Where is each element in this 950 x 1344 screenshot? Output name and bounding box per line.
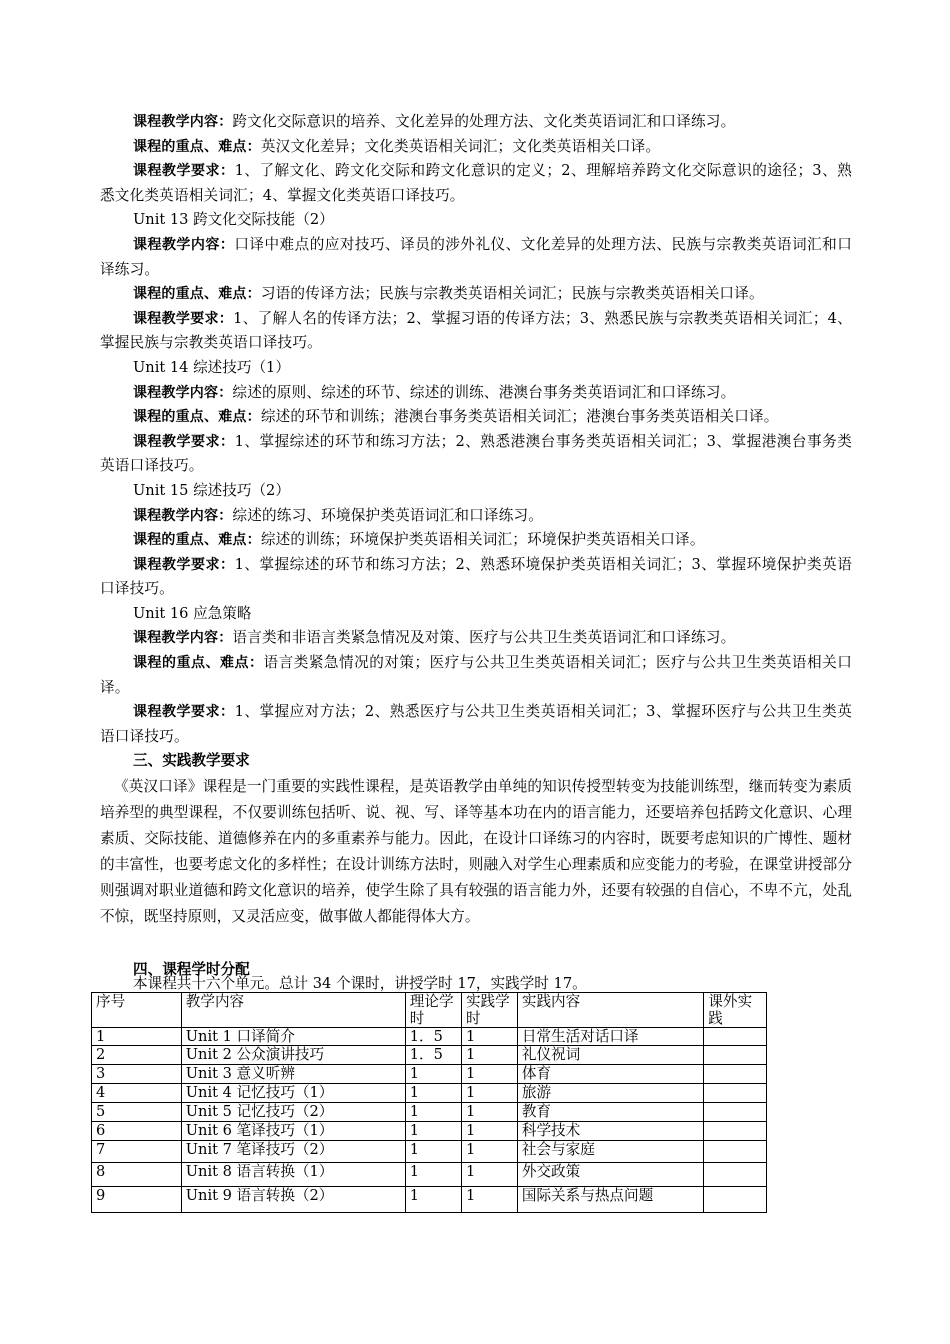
item-label: 课程教学内容： xyxy=(133,630,233,647)
item-text: 综述的练习、环境保护类英语词汇和口译练习。 xyxy=(232,506,544,524)
table-row xyxy=(92,1084,767,1103)
table-cell: 1 xyxy=(461,1028,517,1046)
course-units xyxy=(100,110,852,749)
table-cell: Unit 9 语言转换（2） xyxy=(181,1187,405,1213)
item-label: 课程的重点、难点： xyxy=(133,655,264,672)
table-cell: Unit 2 公众演讲技巧 xyxy=(181,1046,405,1065)
item-text: 口译中难点的应对技巧、译员的涉外礼仪、文化差异的处理方法、民族与宗教类英语词汇和口译练习。 xyxy=(100,235,852,278)
table-cell: 旅游 xyxy=(517,1084,703,1103)
item-label: 课程教学要求： xyxy=(133,310,234,327)
header-cell: 课外实践 xyxy=(704,993,767,1028)
table-cell: 1 xyxy=(405,1163,461,1187)
section-4-title: 四、课程学时分配 xyxy=(133,961,250,978)
table-cell: 1 xyxy=(461,1046,517,1065)
table-cell: 1 xyxy=(461,1141,517,1163)
section-3-text: 《英汉口译》课程是一门重要的实践性课程，是英语教学由单纯的知识传授型转变为技能训练型，继而转变为素质培养型的典型课程，不仅要训练包括听、说、视、写、译等基本功在内的语言能力，还要培养包括跨文化意识、心理素质、交际技能、道德修养在内的多重素养与能力。因此，在设计口译练习的内容时，既要考虑知识的广博性、题材的丰富性，也要考虑文化的多样性；在设计训练方法时，则融入对学生心理素质和应变能力的考验，在课堂讲授部分则强调对职业道德和跨文化意识的培养，使学生除了具有较强的语言能力外，还要有较强的自信心，不卑不亢，处乱不惊，既坚持原则，又灵活应变，做事做人都能得体大方。 xyxy=(100,778,852,926)
table-cell: 1 xyxy=(92,1028,182,1046)
table-cell: 1 xyxy=(461,1065,517,1084)
header-cell: 实践学时 xyxy=(461,993,517,1028)
course-item xyxy=(100,553,852,602)
item-text: 1、掌握综述的环节和练习方法；2、熟悉港澳台事务类英语相关词汇；3、掌握港澳台事务类英语口译技巧。 xyxy=(100,432,852,475)
item-text: 综述的环节和训练；港澳台事务类英语相关词汇；港澳台事务类英语相关口译。 xyxy=(260,408,779,426)
table-cell: 1 xyxy=(461,1187,517,1213)
table-row xyxy=(92,1028,767,1046)
table-row xyxy=(92,1103,767,1122)
course-item xyxy=(100,405,852,430)
table-cell: Unit 4 记忆技巧（1） xyxy=(181,1084,405,1103)
table-cell: 国际关系与热点问题 xyxy=(517,1187,703,1213)
course-item xyxy=(100,307,852,356)
item-text: 习语的传译方法；民族与宗教类英语相关词汇；民族与宗教类英语相关口译。 xyxy=(260,285,764,303)
item-text: 跨文化交际意识的培养、文化差异的处理方法、文化类英语词汇和口译练习。 xyxy=(232,113,736,130)
table-cell: 1 xyxy=(405,1084,461,1103)
course-item xyxy=(100,159,852,208)
course-item xyxy=(100,381,852,406)
table-header-row xyxy=(92,993,767,1028)
table-cell: 3 xyxy=(92,1065,182,1084)
table-row xyxy=(92,1046,767,1065)
course-item xyxy=(100,135,852,160)
table-cell: 9 xyxy=(92,1187,182,1213)
document-body xyxy=(100,110,852,930)
table-cell: 科学技术 xyxy=(517,1122,703,1141)
table-cell xyxy=(704,1141,767,1163)
table-cell xyxy=(704,1103,767,1122)
table-cell: 1 xyxy=(461,1163,517,1187)
table-cell: Unit 7 笔译技巧（2） xyxy=(181,1141,405,1163)
header-cell: 实践内容 xyxy=(517,993,703,1028)
table-row xyxy=(92,1065,767,1084)
item-text: 综述的原则、综述的环节、综述的训练、港澳台事务类英语词汇和口译练习。 xyxy=(232,383,736,401)
unit-heading: Unit 13 跨文化交际技能（2） xyxy=(133,211,334,229)
table-cell: 体育 xyxy=(517,1065,703,1084)
item-label: 课程的重点、难点： xyxy=(133,409,261,426)
item-label: 课程教学内容： xyxy=(133,236,235,253)
item-text: 1、掌握综述的环节和练习方法；2、熟悉环境保护类英语相关词汇；3、掌握环境保护类英语口译技巧。 xyxy=(100,555,852,598)
table-cell xyxy=(704,1028,767,1046)
schedule-table xyxy=(91,992,767,1213)
table-cell: 1 xyxy=(461,1084,517,1103)
table-cell: Unit 8 语言转换（1） xyxy=(181,1163,405,1187)
item-text: 1、了解人名的传译方法；2、掌握习语的传译方法；3、熟悉民族与宗教类英语相关词汇；4、掌握民族与宗教类英语口译技巧。 xyxy=(100,309,852,352)
item-label: 课程教学要求： xyxy=(133,556,235,573)
unit-heading: Unit 16 应急策略 xyxy=(133,604,252,622)
table-cell: Unit 6 笔译技巧（1） xyxy=(181,1122,405,1141)
unit-heading: Unit 14 综述技巧（1） xyxy=(133,358,290,376)
item-label: 课程的重点、难点： xyxy=(133,532,261,549)
item-text: 英汉文化差异；文化类英语相关词汇；文化类英语相关口译。 xyxy=(260,137,661,155)
table-cell: 1 xyxy=(405,1103,461,1122)
table-cell: Unit 5 记忆技巧（2） xyxy=(181,1103,405,1122)
unit-heading: Unit 15 综述技巧（2） xyxy=(133,481,290,499)
section-3-title: 三、实践教学要求 xyxy=(133,752,250,770)
table-cell: 1 xyxy=(461,1103,517,1122)
section-4-summary: 本课程共十六个单元。总计 34 个课时，讲授学时 17，实践学时 17。 xyxy=(133,975,587,992)
table-row xyxy=(92,1187,767,1213)
item-label: 课程教学内容： xyxy=(133,384,233,401)
table-cell: 1 xyxy=(405,1141,461,1163)
item-text: 综述的训练；环境保护类英语相关词汇；环境保护类英语相关口译。 xyxy=(260,531,705,549)
table-cell: 外交政策 xyxy=(517,1163,703,1187)
course-item xyxy=(100,626,852,651)
table-cell: 1 xyxy=(405,1187,461,1213)
table-cell: 8 xyxy=(92,1163,182,1187)
item-text: 语言类紧急情况的对策；医疗与公共卫生类英语相关词汇；医疗与公共卫生类英语相关口译。 xyxy=(100,654,852,696)
course-item xyxy=(100,233,852,282)
course-item xyxy=(100,528,852,553)
item-label: 课程教学要求： xyxy=(133,163,235,180)
item-label: 课程的重点、难点： xyxy=(133,286,261,303)
table-cell: 6 xyxy=(92,1122,182,1141)
item-text: 语言类和非语言类紧急情况及对策、医疗与公共卫生类英语词汇和口译练习。 xyxy=(232,629,736,647)
table-cell: 5 xyxy=(92,1103,182,1122)
table-cell: 2 xyxy=(92,1046,182,1065)
table-row xyxy=(92,1163,767,1187)
table-cell: Unit 3 意义听辨 xyxy=(181,1065,405,1084)
item-text: 1、掌握应对方法；2、熟悉医疗与公共卫生类英语相关词汇；3、掌握环医疗与公共卫生类英语口译技巧。 xyxy=(100,703,852,745)
table-cell: 7 xyxy=(92,1141,182,1163)
course-item xyxy=(100,651,852,700)
table-cell: 教育 xyxy=(517,1103,703,1122)
table-cell: 日常生活对话口译 xyxy=(517,1028,703,1046)
header-cell: 教学内容 xyxy=(181,993,405,1028)
course-item xyxy=(100,110,852,135)
table-cell: 1．5 xyxy=(405,1028,461,1046)
table-cell xyxy=(704,1122,767,1141)
item-label: 课程的重点、难点： xyxy=(133,138,261,155)
course-item xyxy=(100,700,852,749)
item-label: 课程教学内容： xyxy=(133,507,233,524)
table-cell: Unit 1 口译简介 xyxy=(181,1028,405,1046)
table-cell xyxy=(704,1084,767,1103)
header-cell: 理论学时 xyxy=(405,993,461,1028)
course-item xyxy=(100,282,852,307)
table-cell: 4 xyxy=(92,1084,182,1103)
table-cell xyxy=(704,1163,767,1187)
table-row xyxy=(92,1141,767,1163)
table-cell xyxy=(704,1065,767,1084)
table-row xyxy=(92,1122,767,1141)
table-cell: 1 xyxy=(461,1122,517,1141)
course-item xyxy=(100,430,852,479)
header-cell: 序号 xyxy=(92,993,182,1028)
item-label: 课程教学内容： xyxy=(133,114,233,130)
item-label: 课程教学要求： xyxy=(133,433,235,450)
item-label: 课程教学要求： xyxy=(133,704,235,721)
table-cell: 1 xyxy=(405,1065,461,1084)
table-cell: 1 xyxy=(405,1122,461,1141)
table-cell: 礼仪祝词 xyxy=(517,1046,703,1065)
table-cell xyxy=(704,1187,767,1213)
table-cell: 1．5 xyxy=(405,1046,461,1065)
table-cell xyxy=(704,1046,767,1065)
course-item xyxy=(100,504,852,529)
table-cell: 社会与家庭 xyxy=(517,1141,703,1163)
item-text: 1、了解文化、跨文化交际和跨文化意识的定义；2、理解培养跨文化交际意识的途径；3、熟悉文化类英语相关词汇；4、掌握文化类英语口译技巧。 xyxy=(100,162,852,204)
